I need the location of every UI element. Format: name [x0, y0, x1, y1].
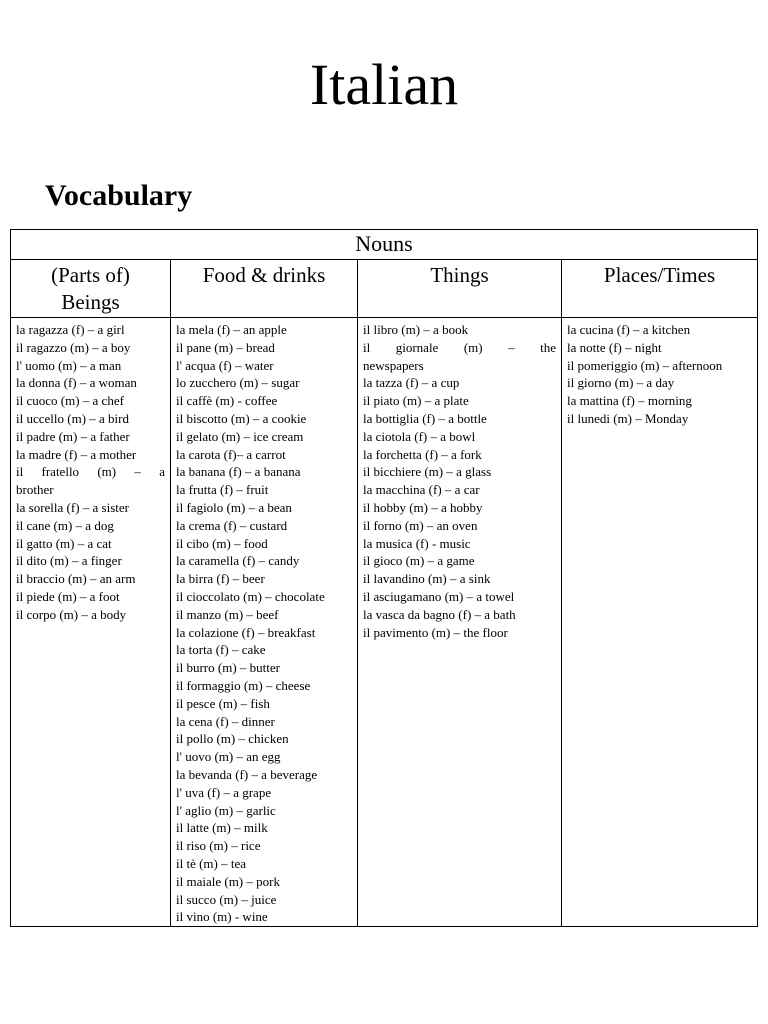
- vocab-item: il fratello (m) – a: [16, 464, 165, 480]
- food-drinks-list: [171, 318, 358, 927]
- vocab-item: il dito (m) – a finger: [16, 553, 122, 569]
- column-header-line: Beings: [61, 290, 120, 314]
- vocab-item: il corpo (m) – a body: [16, 606, 127, 622]
- vocab-item: la frutta (f) – fruit: [176, 482, 269, 498]
- vocab-item: la colazione (f) – breakfast: [176, 624, 316, 640]
- vocab-item: il padre (m) – a father: [16, 428, 130, 444]
- vocab-item: il braccio (m) – an arm: [16, 571, 136, 587]
- vocab-item: la torta (f) – cake: [176, 642, 266, 658]
- beings-list: [11, 318, 171, 927]
- vocab-item: il biscotto (m) – a cookie: [176, 410, 307, 426]
- vocab-item: l' acqua (f) – water: [176, 357, 274, 373]
- vocab-item: la vasca da bagno (f) – a bath: [363, 606, 516, 622]
- column-header-line: Things: [430, 263, 489, 287]
- vocab-item: l' aglio (m) – garlic: [176, 802, 276, 818]
- vocab-item: la ciotola (f) – a bowl: [363, 428, 476, 444]
- vocab-item: il succo (m) – juice: [176, 891, 277, 907]
- vocab-item: il hobby (m) – a hobby: [363, 499, 483, 515]
- vocab-item: la ragazza (f) – a girl: [16, 322, 125, 337]
- vocab-item: il pesce (m) – fish: [176, 695, 270, 711]
- vocab-item: lo zucchero (m) – sugar: [176, 375, 300, 391]
- vocab-item: la bevanda (f) – a beverage: [176, 766, 318, 782]
- vocab-item: il cibo (m) – food: [176, 535, 268, 551]
- vocab-item: il pavimento (m) – the floor: [363, 624, 508, 640]
- vocab-item: il maiale (m) – pork: [176, 873, 280, 889]
- vocab-item: il cuoco (m) – a chef: [16, 393, 124, 409]
- vocab-item: la cucina (f) – a kitchen: [567, 322, 691, 337]
- vocab-item: il caffè (m) - coffee: [176, 393, 278, 409]
- vocab-item: il ragazzo (m) – a boy: [16, 339, 131, 355]
- things-list: [358, 318, 562, 927]
- vocab-item: la madre (f) – a mother: [16, 446, 137, 462]
- vocab-item: il pollo (m) – chicken: [176, 731, 289, 747]
- vocabulary-table: [10, 229, 758, 927]
- vocab-item: il piato (m) – a plate: [363, 393, 469, 409]
- column-header-beings: [11, 260, 171, 318]
- vocab-item: la caramella (f) – candy: [176, 553, 300, 569]
- vocab-item: il fagiolo (m) – a bean: [176, 499, 292, 515]
- column-header-line: Food & drinks: [202, 263, 326, 287]
- vocab-item: il gatto (m) – a cat: [16, 535, 112, 551]
- vocab-item: la mattina (f) – morning: [567, 393, 692, 409]
- vocab-item: la musica (f) - music: [363, 535, 471, 551]
- vocab-item: la donna (f) – a woman: [16, 375, 137, 391]
- vocab-item: newspapers: [363, 357, 424, 373]
- vocab-item: il asciugamano (m) – a towel: [363, 588, 515, 604]
- vocab-item: il gelato (m) – ice cream: [176, 428, 304, 444]
- vocab-item: il forno (m) – an oven: [363, 517, 478, 533]
- vocab-item: il lavandino (m) – a sink: [363, 571, 491, 587]
- vocab-item: il latte (m) – milk: [176, 820, 268, 836]
- vocab-item: la crema (f) – custard: [176, 517, 288, 533]
- vocab-item: la banana (f) – a banana: [176, 464, 301, 480]
- vocab-item: il giornale (m) – the: [363, 339, 556, 355]
- nouns-header: Nouns: [11, 230, 758, 260]
- vocab-item: la bottiglia (f) – a bottle: [363, 410, 487, 426]
- vocab-item: la cena (f) – dinner: [176, 713, 275, 729]
- document-title: Italian: [309, 52, 459, 117]
- vocab-item: la mela (f) – an apple: [176, 322, 287, 337]
- vocab-item: la tazza (f) – a cup: [363, 375, 460, 391]
- places-times-list: [562, 318, 758, 927]
- vocab-item: la birra (f) – beer: [176, 571, 265, 587]
- vocab-item: il bicchiere (m) – a glass: [363, 464, 492, 480]
- vocab-item: il pomeriggio (m) – afternoon: [567, 357, 723, 373]
- section-subtitle: Vocabulary: [45, 179, 193, 212]
- vocab-item: il uccello (m) – a bird: [16, 410, 129, 426]
- vocab-item: il manzo (m) – beef: [176, 606, 279, 622]
- vocab-item: la carota (f)– a carrot: [176, 446, 286, 462]
- vocab-item: il pane (m) – bread: [176, 339, 275, 355]
- vocab-item: il lunedi (m) – Monday: [567, 410, 689, 426]
- vocab-item: il giorno (m) – a day: [567, 375, 675, 391]
- vocab-item: brother: [16, 482, 54, 498]
- column-header-line: Places/Times: [603, 263, 716, 287]
- vocab-item: l' uva (f) – a grape: [176, 784, 272, 800]
- vocab-item: il cane (m) – a dog: [16, 517, 114, 533]
- column-header-places-times: [562, 260, 758, 318]
- vocab-item: il burro (m) – butter: [176, 660, 280, 676]
- vocab-item: il formaggio (m) – cheese: [176, 677, 311, 693]
- vocab-item: la forchetta (f) – a fork: [363, 446, 482, 462]
- vocab-item: il piede (m) – a foot: [16, 588, 120, 604]
- vocab-item: il riso (m) – rice: [176, 838, 261, 854]
- vocab-item: l' uovo (m) – an egg: [176, 749, 281, 765]
- column-header-food: [171, 260, 358, 318]
- vocab-item: il libro (m) – a book: [363, 322, 469, 337]
- vocab-item: il tè (m) – tea: [176, 855, 247, 871]
- vocab-item: il vino (m) - wine: [176, 909, 268, 925]
- vocab-item: la notte (f) – night: [567, 339, 662, 355]
- column-header-things: [358, 260, 562, 318]
- vocab-item: la sorella (f) – a sister: [16, 499, 129, 515]
- vocab-item: il gioco (m) – a game: [363, 553, 475, 569]
- vocab-item: la macchina (f) – a car: [363, 482, 480, 498]
- column-header-line: (Parts of): [51, 263, 130, 287]
- vocab-item: il cioccolato (m) – chocolate: [176, 588, 325, 604]
- vocab-item: l' uomo (m) – a man: [16, 357, 122, 373]
